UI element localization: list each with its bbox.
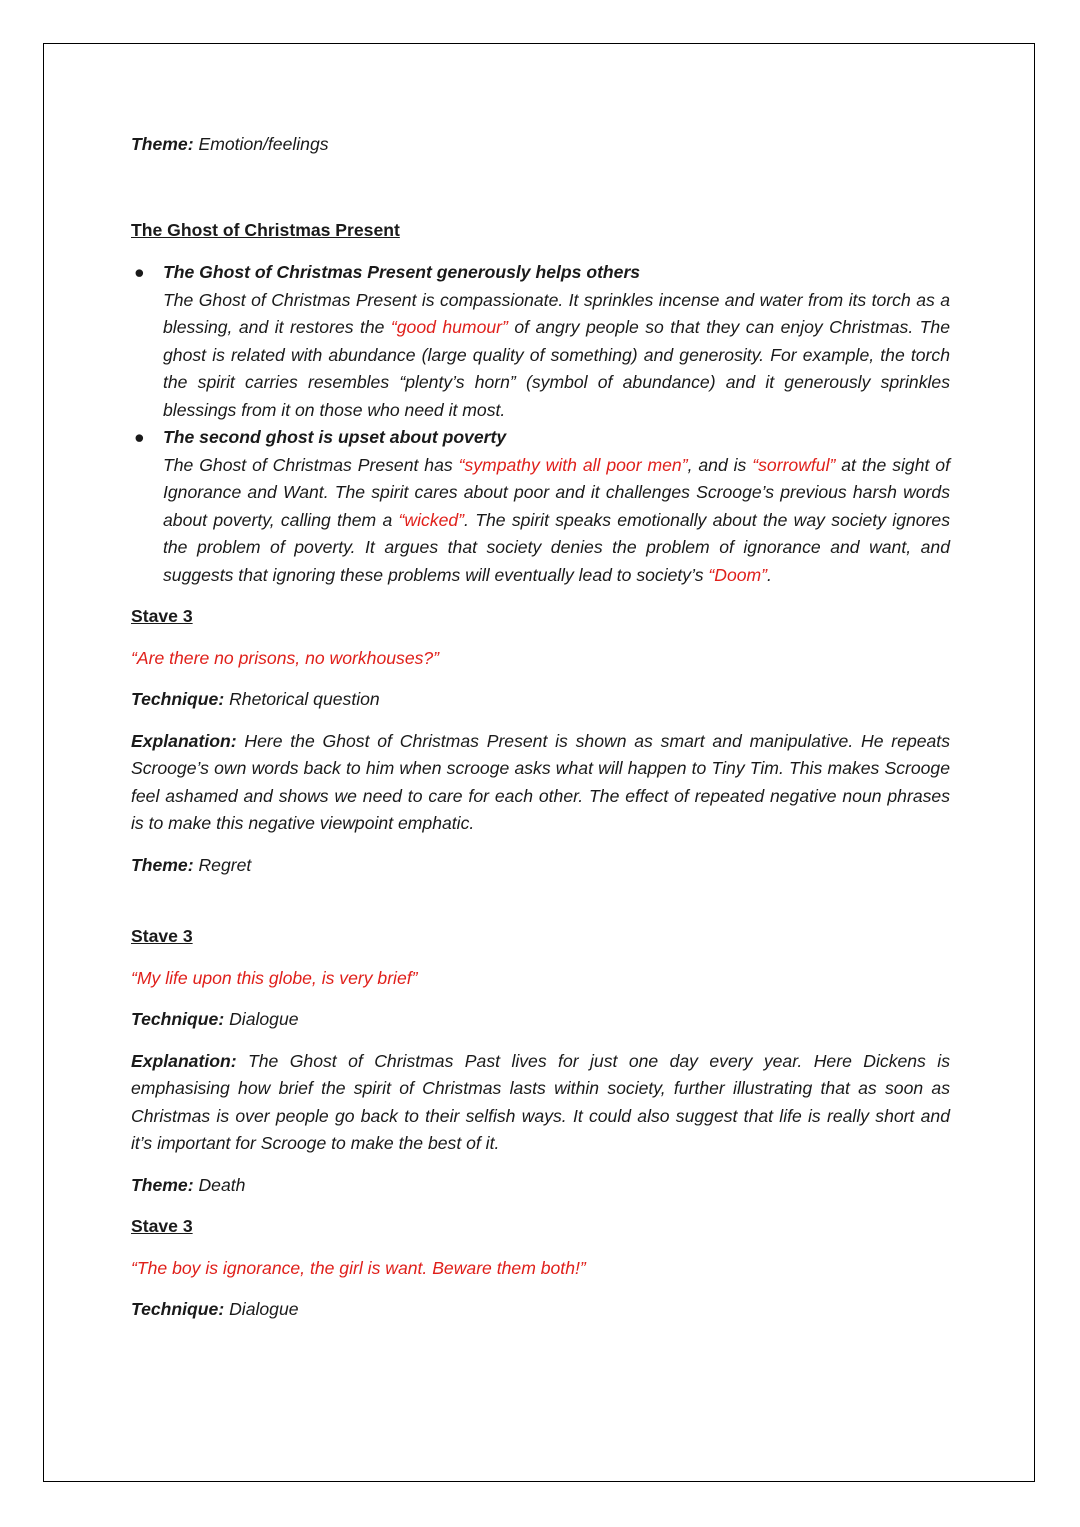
theme-line — [131, 852, 950, 880]
section-heading: The Ghost of Christmas Present — [131, 219, 400, 240]
quote: “Are there no prisons, no workhouses?” — [131, 647, 440, 668]
technique-label: Technique: — [131, 689, 225, 709]
bullet-title: The second ghost is upset about poverty — [163, 427, 507, 447]
quote-highlight: “wicked” — [398, 509, 465, 530]
text-segment: . — [767, 564, 772, 585]
explanation-paragraph — [131, 1048, 950, 1158]
technique-label: Technique: — [131, 1299, 225, 1319]
theme-value: Regret — [193, 854, 252, 875]
list-item — [131, 424, 950, 589]
explanation-text: Here the Ghost of Christmas Present is shown as smart and manipulative. He repeats Scrooge’s own words back to him when scrooge asks what will happen to Tiny Tim. This makes Scrooge feel ashamed and shows we need to care for each other. The effect of repeated negative noun phrases is to make this negative viewpoint emphatic. — [131, 730, 950, 833]
technique-line — [131, 1006, 950, 1034]
bullet-title: The Ghost of Christmas Present generously helps others — [163, 262, 641, 282]
explanation-label: Explanation: — [131, 1050, 237, 1071]
bullet-list — [131, 259, 950, 589]
technique-line — [131, 1296, 950, 1324]
stave-heading: Stave 3 — [131, 606, 193, 626]
bullet-dot: ● — [134, 427, 145, 447]
document-content — [131, 131, 950, 1324]
quote: “The boy is ignorance, the girl is want. Beware them both!” — [131, 1257, 586, 1278]
quote-highlight: “sympathy with all poor men” — [458, 454, 688, 475]
quote: “My life upon this globe, is very brief” — [131, 967, 418, 988]
technique-label: Technique: — [131, 1009, 225, 1029]
theme-label: Theme: — [131, 134, 194, 154]
theme-value: Death — [193, 1174, 246, 1195]
explanation-label: Explanation: — [131, 730, 237, 751]
text-segment: of angry people so that they can enjoy Christmas. The ghost is related with abundance (large quality of something) and generosity. For example, the torch the spirit carries resembles “plenty’s horn” (symbol of abundance) and it generously sprinkles blessings from it on those who need it most. — [163, 317, 950, 420]
technique-value: Dialogue — [224, 1009, 299, 1029]
bullet-dot: ● — [134, 262, 145, 282]
quote-highlight: “good humour” — [390, 317, 508, 337]
technique-value: Rhetorical question — [224, 689, 380, 709]
text-segment: The Ghost of Christmas Present is compassionate. It sprinkles incense and water from its torch as a blessing, and it restores the — [163, 289, 950, 337]
list-item — [131, 259, 950, 424]
theme-label: Theme: — [131, 854, 194, 875]
quote-highlight: “Doom” — [708, 564, 768, 585]
theme-label: Theme: — [131, 1174, 194, 1195]
text-segment: The Ghost of Christmas Present has — [163, 454, 459, 475]
technique-line — [131, 686, 950, 714]
technique-value: Dialogue — [224, 1299, 299, 1319]
stave-heading: Stave 3 — [131, 926, 193, 946]
stave-heading: Stave 3 — [131, 1216, 193, 1236]
bullet-body — [163, 287, 950, 425]
quote-highlight: “sorrowful” — [752, 454, 836, 475]
text-segment: . The spirit speaks emotionally about the way society ignores the problem of poverty. It argues that society denies the problem of ignorance and want, and suggests that ignoring these problems will eventually lead to society’s — [163, 509, 950, 585]
bullet-body — [163, 452, 950, 590]
theme-value: Emotion/feelings — [193, 134, 329, 154]
text-segment: at the sight of Ignorance and Want. The spirit cares about poor and it challenges Scrooge’s previous harsh words about poverty, calling them a — [163, 454, 950, 530]
theme-line — [131, 1172, 950, 1200]
text-segment: , and is — [687, 454, 753, 475]
theme-line — [131, 131, 950, 159]
explanation-paragraph — [131, 728, 950, 838]
explanation-text: The Ghost of Christmas Past lives for just one day every year. Here Dickens is emphasising how brief the spirit of Christmas lasts within society, further illustrating that as soon as Christmas is over people go back to their selfish ways. It could also suggest that life is really short and it’s important for Scrooge to make the best of it. — [131, 1050, 950, 1153]
